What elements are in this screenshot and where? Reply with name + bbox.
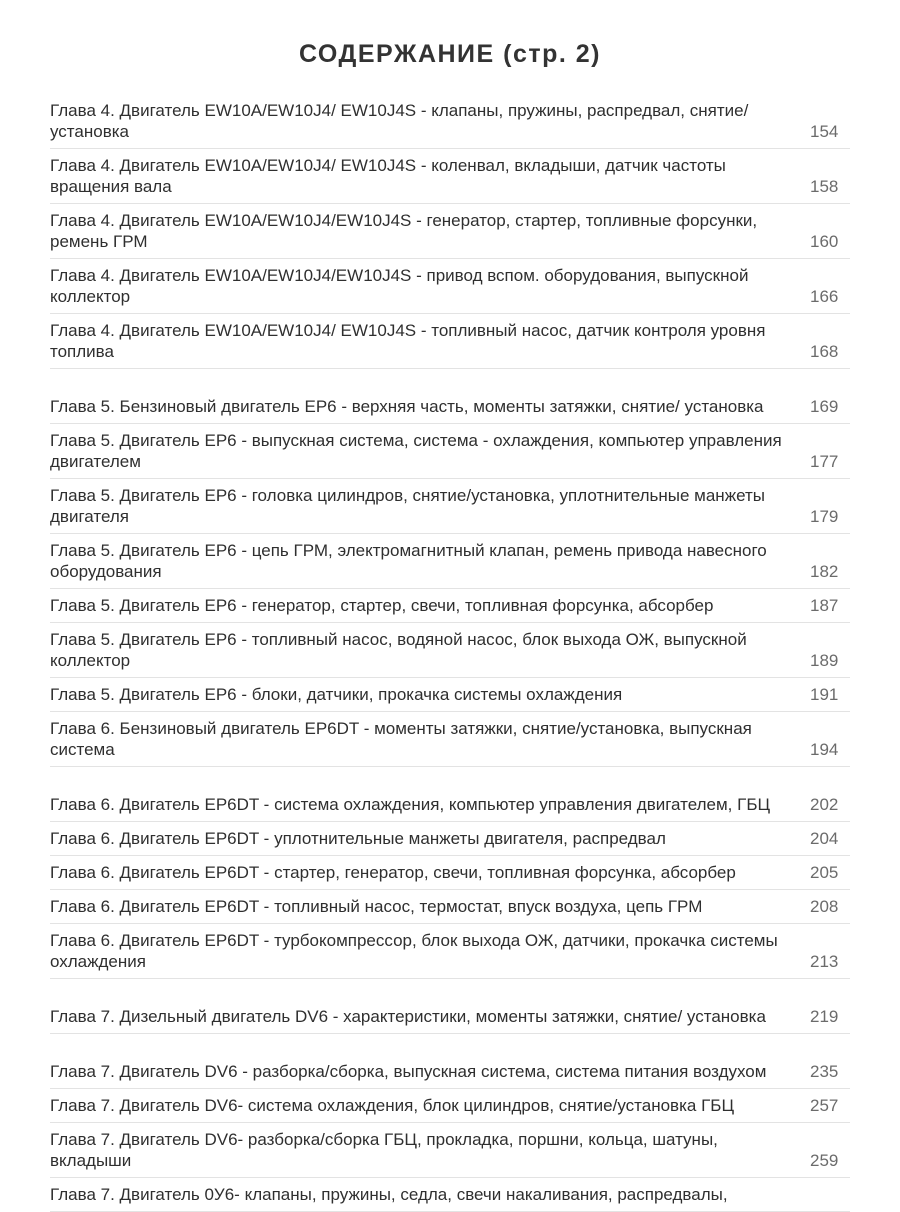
toc-entry-page: 166 [810,287,839,306]
toc-entry[interactable] [50,204,850,259]
toc-entry[interactable] [50,1089,850,1123]
toc-entry-title[interactable]: Глава 7. Двигатель 0У6- клапаны, пружины, седла, свечи накаливания, распредвалы, [50,1185,728,1204]
toc-entry-page: 257 [810,1096,839,1115]
toc-entry-title[interactable]: Глава 5. Двигатель EP6 - блоки, датчики, прокачка системы охлаждения [50,685,623,704]
toc-entry-page: 235 [810,1062,839,1081]
toc-entry-page: 179 [810,507,839,526]
toc-entry-title[interactable]: Глава 5. Двигатель EP6 - выпускная система, система - охлаждения, компьютер управления двигателем [50,431,782,471]
toc-entry-title[interactable]: Глава 5. Двигатель EP6 - топливный насос, водяной насос, блок выхода ОЖ, выпускной коллектор [50,630,747,670]
toc-entry[interactable] [50,369,850,424]
toc-entry-page: 168 [810,342,839,361]
toc-entry-page: 205 [810,863,839,882]
toc-entry-title[interactable]: Глава 7. Двигатель DV6- разборка/сборка ГБЦ, прокладка, поршни, кольца, шатуны, вкладыши [50,1130,718,1170]
toc-entry-title[interactable]: Глава 6. Двигатель EP6DT - система охлаждения, компьютер управления двигателем, ГБЦ [50,795,771,814]
toc-entry-title[interactable]: Глава 5. Двигатель EP6 - цепь ГРМ, электромагнитный клапан, ремень привода навесного оборудования [50,541,767,581]
toc-entry[interactable] [50,94,850,149]
toc-entry[interactable] [50,678,850,712]
toc-entry-title[interactable]: Глава 6. Двигатель EP6DT - турбокомпрессор, блок выхода ОЖ, датчики, прокачка системы охлаждения [50,931,778,971]
toc-entry[interactable] [50,767,850,822]
toc-entry[interactable] [50,1123,850,1178]
toc-entry[interactable] [50,822,850,856]
toc-entry-page: 194 [810,740,839,759]
toc-entry[interactable] [50,479,850,534]
toc-entry-title[interactable]: Глава 4. Двигатель EW10A/EW10J4/EW10J4S - привод вспом. оборудования, выпускной коллектор [50,266,749,306]
toc-entry-title[interactable]: Глава 5. Двигатель EP6 - головка цилиндров, снятие/установка, уплотнительные манжеты двигателя [50,486,765,526]
toc-list [0,94,900,1212]
toc-entry-page: 169 [810,397,839,416]
toc-entry-page: 189 [810,651,839,670]
toc-entry-title[interactable]: Глава 6. Бензиновый двигатель EP6DT - моменты затяжки, снятие/установка, выпускная система [50,719,752,759]
toc-entry[interactable] [50,589,850,623]
toc-entry-page: 177 [810,452,839,471]
page-title: СОДЕРЖАНИЕ (стр. 2) [298,40,602,68]
toc-entry-page: 187 [810,596,839,615]
toc-entry[interactable] [50,314,850,369]
toc-entry-title[interactable]: Глава 7. Дизельный двигатель DV6 - характеристики, моменты затяжки, снятие/ установка [50,1007,766,1026]
toc-entry-page: 158 [810,177,839,196]
toc-entry-page: 259 [810,1151,839,1170]
toc-entry-title[interactable]: Глава 6. Двигатель EP6DT - уплотнительные манжеты двигателя, распредвал [50,829,666,848]
toc-entry[interactable] [50,623,850,678]
toc-entry-page: 154 [810,122,839,141]
toc-entry[interactable] [50,712,850,767]
toc-entry-title[interactable]: Глава 7. Двигатель DV6- система охлаждения, блок цилиндров, снятие/установка ГБЦ [50,1096,735,1115]
toc-entry-title[interactable]: Глава 5. Двигатель EP6 - генератор, стартер, свечи, топливная форсунка, абсорбер [50,596,714,615]
toc-entry-title[interactable]: Глава 4. Двигатель EW10A/EW10J4/ EW10J4S - топливный насос, датчик контроля уровня топлива [50,321,766,361]
toc-entry[interactable] [50,149,850,204]
toc-entry[interactable] [50,1178,850,1212]
toc-entry-title[interactable]: Глава 4. Двигатель EW10A/EW10J4/EW10J4S - генератор, стартер, топливные форсунки, ремень ГРМ [50,211,758,251]
toc-entry-title[interactable]: Глава 7. Двигатель DV6 - разборка/сборка, выпускная система, система питания воздухом [50,1062,767,1081]
toc-entry-page: 208 [810,897,839,916]
toc-entry[interactable] [50,979,850,1034]
toc-entry[interactable] [50,259,850,314]
toc-entry[interactable] [50,534,850,589]
toc-entry[interactable] [50,424,850,479]
toc-entry-title[interactable]: Глава 6. Двигатель EP6DT - топливный насос, термостат, впуск воздуха, цепь ГРМ [50,897,703,916]
toc-entry-title[interactable]: Глава 6. Двигатель EP6DT - стартер, генератор, свечи, топливная форсунка, абсорбер [50,863,736,882]
toc-entry-page: 202 [810,795,839,814]
toc-entry-page: 213 [810,952,839,971]
toc-entry-title[interactable]: Глава 4. Двигатель EW10A/EW10J4/ EW10J4S - коленвал, вкладыши, датчик частоты вращения вала [50,156,726,196]
toc-entry[interactable] [50,856,850,890]
toc-entry[interactable] [50,1034,850,1089]
toc-entry[interactable] [50,924,850,979]
toc-entry-page: 219 [810,1007,839,1026]
toc-entry-page: 204 [810,829,839,848]
toc-entry-title[interactable]: Глава 5. Бензиновый двигатель EP6 - верхняя часть, моменты затяжки, снятие/ установка [50,397,764,416]
toc-entry-title[interactable]: Глава 4. Двигатель EW10A/EW10J4/ EW10J4S - клапаны, пружины, распредвал, снятие/ установка [50,101,749,141]
toc-entry-page: 160 [810,232,839,251]
toc-entry-page: 191 [810,685,839,704]
toc-entry[interactable] [50,890,850,924]
toc-entry-page: 182 [810,562,839,581]
